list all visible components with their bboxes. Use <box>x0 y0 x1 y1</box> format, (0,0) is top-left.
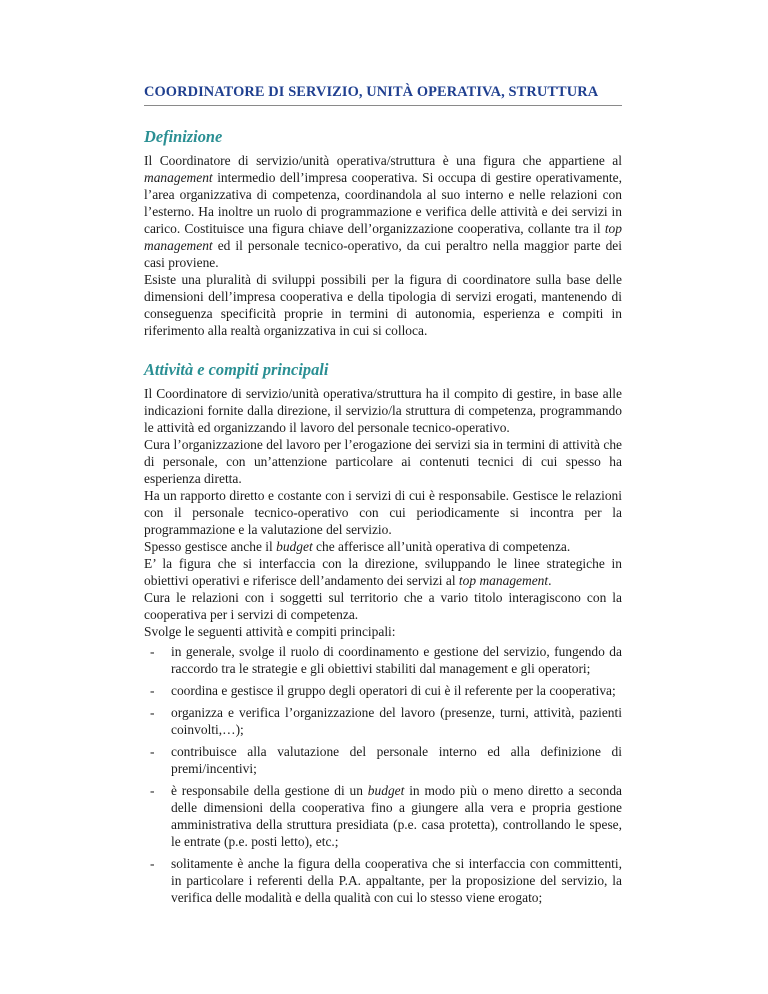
attivita-paragraph-4 <box>144 538 622 555</box>
definizione-paragraph-1 <box>144 152 622 271</box>
emphasis-top-management: top management <box>458 573 549 588</box>
text-run: E’ la figura che si interfaccia con la direzione, sviluppando le linee strategiche in obiettivi operativi e riferisce dell’andamento dei servizi al <box>144 556 622 588</box>
list-item-text: coordina e gestisce il gruppo degli operatori di cui è il referente per la cooperativa; <box>171 683 616 698</box>
list-item <box>144 643 622 677</box>
dash-bullet-icon: - <box>150 644 155 659</box>
attivita-paragraph-7: Svolge le seguenti attività e compiti principali: <box>144 624 396 639</box>
text-run: Il Coordinatore di servizio/unità operativa/struttura è una figura che appartiene al <box>144 153 622 168</box>
dash-bullet-icon: - <box>150 744 155 759</box>
page-title: COORDINATORE DI SERVIZIO, UNITÀ OPERATIVA, STRUTTURA <box>144 84 599 100</box>
section-heading-attivita: Attività e compiti principali <box>144 360 329 379</box>
text-run: Spesso gestisce anche il <box>144 539 277 554</box>
emphasis-budget: budget <box>367 783 405 798</box>
text-run: intermedio dell’impresa cooperativa. Si occupa di gestire operativamente, l’area organizzativa di competenza, coordinandola al suo interno e nelle relazioni con l’esterno. Ha inoltre un ruolo di programmazione e verifica delle attività e dei servizi in carico. Costituisce una figura chiave dell’organizzazione cooperativa, collante tra il <box>144 170 622 236</box>
attivita-paragraph-6: Cura le relazioni con i soggetti sul territorio che a vario titolo interagiscono con la cooperativa per i servizi di competenza. <box>144 590 622 622</box>
list-item-text: solitamente è anche la figura della cooperativa che si interfaccia con committenti, in particolare i referenti della P.A. appaltante, per la proposizione del servizio, la verifica delle modalità e della qualità con cui lo stesso viene erogato; <box>171 856 622 905</box>
list-item <box>144 682 622 699</box>
section-heading-definizione: Definizione <box>144 127 223 146</box>
emphasis-budget: budget <box>276 539 313 554</box>
text-run: ed il personale tecnico-operativo, da cui peraltro nella maggior parte dei casi proviene. <box>144 238 622 270</box>
list-item <box>144 743 622 777</box>
tasks-list <box>144 643 622 906</box>
list-item-text: organizza e verifica l’organizzazione del lavoro (presenze, turni, attività, pazienti coinvolti,…); <box>171 705 622 737</box>
dash-bullet-icon: - <box>150 783 155 798</box>
dash-bullet-icon: - <box>150 705 155 720</box>
list-item-text: in generale, svolge il ruolo di coordinamento e gestione del servizio, fungendo da raccordo tra le strategie e gli obiettivi stabiliti dal management e gli operatori; <box>171 644 622 676</box>
list-item <box>144 704 622 738</box>
list-item <box>144 855 622 906</box>
list-item <box>144 782 622 850</box>
text-run: è responsabile della gestione di un <box>171 783 368 798</box>
text-run: che afferisce all’unità operativa di competenza. <box>312 539 571 554</box>
list-item-text: contribuisce alla valutazione del personale interno ed alla definizione di premi/incentivi; <box>171 744 622 776</box>
text-run: . <box>548 573 552 588</box>
emphasis-top-management: top management <box>144 221 622 253</box>
dash-bullet-icon: - <box>150 856 155 871</box>
emphasis-management: management <box>144 170 213 185</box>
text-run: in modo più o meno diretto a seconda delle dimensioni della cooperativa fino a giungere alla vera e propria gestione amministrativa della struttura presidiata (p.e. casa protetta), controllando le spese, le entrate (p.e. posti letto), etc.; <box>171 783 622 849</box>
definizione-paragraph-2: Esiste una pluralità di sviluppi possibili per la figura di coordinatore sulla base delle dimensioni dell’impresa cooperativa e della tipologia di servizi erogati, mantenendo di conseguenza specificità proprie in termini di autonomia, esperienza e compiti in riferimento alla realtà organizzativa in cui si colloca. <box>144 272 622 338</box>
attivita-paragraph-2: Cura l’organizzazione del lavoro per l’erogazione dei servizi sia in termini di attività che di personale, con un’attenzione particolare ai contenuti tecnici di cui spesso ha esperienza diretta. <box>144 437 622 486</box>
attivita-paragraph-1: Il Coordinatore di servizio/unità operativa/struttura ha il compito di gestire, in base alle indicazioni fornite dalla direzione, il servizio/la struttura di competenza, programmando le attività ed organizzando il lavoro del personale tecnico-operativo. <box>144 386 622 435</box>
title-underline <box>144 105 622 106</box>
attivita-paragraph-3: Ha un rapporto diretto e costante con i servizi di cui è responsabile. Gestisce le relazioni con il personale tecnico-operativo con cui periodicamente si incontra per la programmazione e la valutazione del servizio. <box>144 488 622 537</box>
dash-bullet-icon: - <box>150 683 155 698</box>
attivita-paragraph-5 <box>144 555 622 589</box>
